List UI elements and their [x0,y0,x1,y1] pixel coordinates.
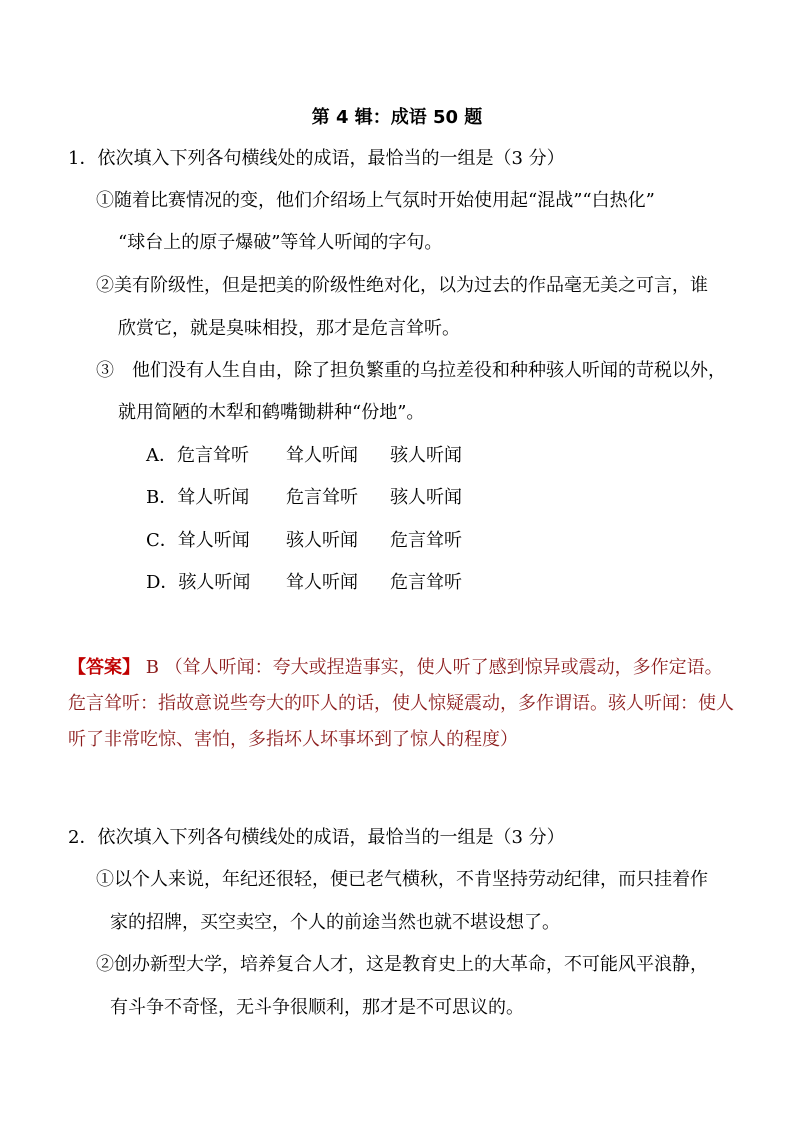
option-a-choice-2: 耸人听闻 [286,445,358,466]
option-c-choice-1: C．耸人听闻 [146,530,250,551]
question-1-sentence-1-line-2: “球台上的原子爆破”等耸人听闻的字句。 [118,232,443,253]
answer-tag: 【答案】 [68,657,140,678]
option-d [146,571,462,595]
option-b-choice-2: 危言耸听 [286,487,358,508]
option-c-choice-2: 骇人听闻 [286,530,358,551]
question-1-sentence-1-line-1: ①随着比赛情况的变，他们介绍场上气氛时开始使用起“混战”“白热化” [96,190,655,211]
option-c [146,529,462,553]
page-title: 第 4 辑：成语 50 题 [311,107,483,128]
question-1-sentence-2-line-2: 欣赏它，就是臭味相投，那才是危言耸听。 [118,318,460,339]
question-1-stem: 1．依次填入下列各句横线处的成语，最恰当的一组是（3 分） [68,148,565,169]
option-c-choice-3: 危言耸听 [390,530,462,551]
question-1-sentence-3-line-2: 就用简陋的木犁和鹤嘴锄耕种“份地”。 [118,402,425,423]
question-2-sentence-2-line-2: 有斗争不奇怪，无斗争很顺利，那才是不可思议的。 [110,997,524,1018]
question-2-sentence-1-line-1: ①以个人来说，年纪还很轻，便已老气横秋，不肯坚持劳动纪律，而只挂着作 [96,869,708,890]
question-2-stem: 2．依次填入下列各句横线处的成语，最恰当的一组是（3 分） [68,827,565,848]
option-d-choice-2: 耸人听闻 [286,572,358,593]
option-d-choice-1: D．骇人听闻 [146,572,251,593]
question-2-sentence-2-line-1: ②创办新型大学，培养复合人才，这是教育史上的大革命，不可能风平浪静， [96,954,708,975]
answer-1 [68,650,734,758]
option-a-choice-3: 骇人听闻 [390,445,462,466]
option-b-choice-3: 骇人听闻 [390,487,462,508]
option-a [146,444,462,468]
option-b [146,486,462,510]
option-a-choice-1: A．危言耸听 [146,445,249,466]
question-1-sentence-2-line-1: ②美有阶级性，但是把美的阶级性绝对化，以为过去的作品毫无美之可言，谁 [96,275,708,296]
answer-1-text: B （耸人听闻：夸大或捏造事实，使人听了感到惊异或震动，多作定语。危言耸听：指故意说些夸大的吓人的话，使人惊疑震动，多作谓语。骇人听闻：使人听了非常吃惊、害怕，多指坏人坏事坏到了惊人的程度） [68,657,734,750]
option-d-choice-3: 危言耸听 [390,572,462,593]
option-b-choice-1: B．耸人听闻 [146,487,250,508]
question-1-sentence-3-line-1: ③ 他们没有人生自由，除了担负繁重的乌拉差役和种种骇人听闻的苛税以外， [96,360,726,381]
question-2-sentence-1-line-2: 家的招牌，买空卖空，个人的前途当然也就不堪设想了。 [110,912,560,933]
